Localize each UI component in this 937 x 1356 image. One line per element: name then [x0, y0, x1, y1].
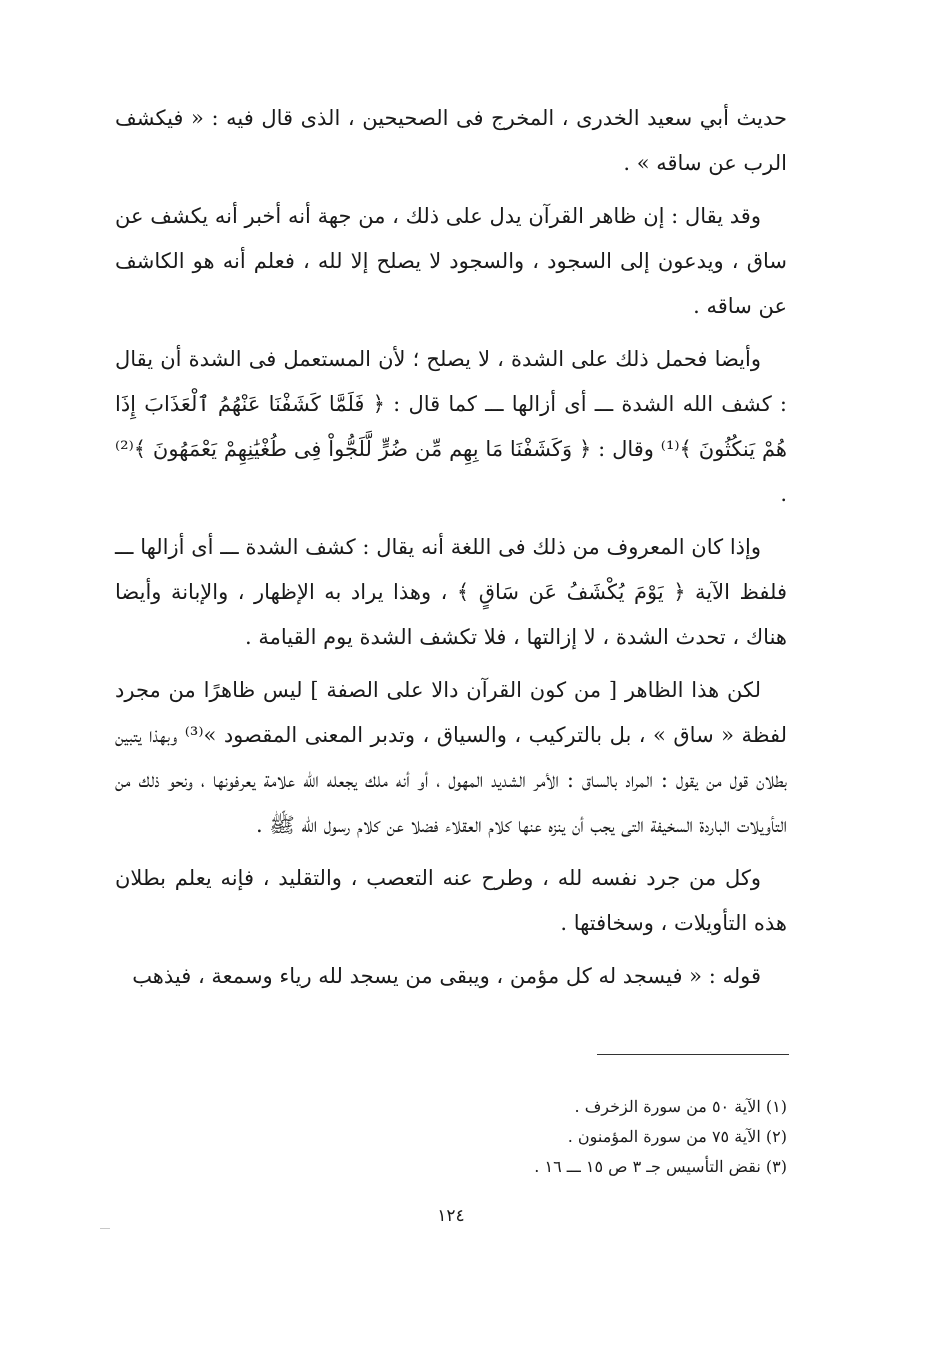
paragraph-apparent-attribute: لكن هذا الظاهر [ من كون القرآن دالا على الصفة ] ليس ظاهرًا من مجرد لفظة « ساق » ، بل بالتركيب ، والسياق ، وتدبر المعنى المقصود »⁽³⁾ وبهذا يتبين بطلان قول من يقول : المراد بالساق : الأمر الشديد المهول ، أو أنه ملك يجعله الله علامة يعرفونها ، ونحو ذلك من التأويلات الباردة السخيفة التى يجب أن ينزه عنها كلام العقلاء فضلا عن كلام رسول الله ﷺ .: [115, 678, 787, 837]
paragraph-language-usage: وإذا كان المعروف من ذلك فى اللغة أنه يقال : كشف الشدة ـــ أى أزالها ـــ فلفظ الآية ﴿ يَوْمَ يُكْشَفُ عَن سَاقٍ ﴾ ، وهذا يراد به الإظهار ، والإبانة وأيضا هناك ، تحدث الشدة ، لا إزالتها ، فلا تكشف الشدة يوم القيامة .: [115, 535, 787, 649]
footnotes: [115, 1092, 787, 1182]
paragraph-quote-start: قوله : « فيسجد له كل مؤمن ، ويبقى من يسجد لله رياء وسمعة ، فيذهب: [132, 964, 761, 988]
paragraph-quran-apparent-meaning: وقد يقال : إن ظاهر القرآن يدل على ذلك ، من جهة أنه أخبر أنه يكشف عن ساق ، ويدعون إلى السجود ، والسجود لا يصلح إلا لله ، فعلم أنه هو الكاشف عن ساقه .: [115, 204, 787, 318]
book-page: [115, 96, 787, 1276]
footnote-1: (١) الآية ٥٠ من سورة الزخرف .: [574, 1097, 787, 1116]
footnote-2: (٢) الآية ٧٥ من سورة المؤمنون .: [567, 1127, 787, 1146]
paragraph-hadith-continuation: حديث أبي سعيد الخدرى ، المخرج فى الصحيحين ، الذى قال فيه : « فيكشف الرب عن ساقه » .: [115, 106, 787, 175]
paragraph-severity-argument: وأيضا فحمل ذلك على الشدة ، لا يصلح ؛ لأن المستعمل فى الشدة أن يقال : كشف الله الشدة ـــ أى أزالها ـــ كما قال : ﴿ فَلَمَّا كَشَفْنَا عَنْهُمُ ٱلْعَذَابَ إِذَا هُمْ يَنكُثُونَ ﴾⁽¹⁾ وقال : ﴿ وَكَشَفْنَا مَا بِهِم مِّن ضُرٍّ لَّلَجُّواْ فِى طُغْيَٰنِهِمْ يَعْمَهُونَ ﴾⁽²⁾ .: [115, 347, 788, 506]
scan-mark-divider: [100, 1228, 110, 1229]
body-text: [115, 96, 787, 1007]
page-number: ١٢٤: [437, 1206, 465, 1226]
paragraph-interpretations-invalid: وكل من جرد نفسه لله ، وطرح عنه التعصب ، والتقليد ، فإنه يعلم بطلان هذه التأويلات ، وسخافتها .: [115, 866, 787, 935]
footnote-separator: [597, 1054, 789, 1055]
footnote-3: (٣) نقض التأسيس جـ ٣ ص ١٥ ـــ ١٦ .: [534, 1157, 787, 1176]
